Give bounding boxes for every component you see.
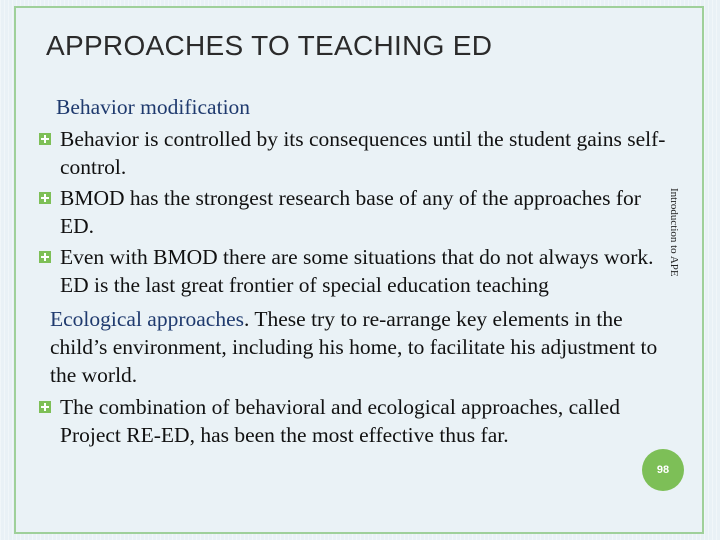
slide-content <box>36 93 676 452</box>
bullet-item <box>36 125 676 181</box>
bullet-text: Even with BMOD there are some situations that do not always work. ED is the last great frontier of special education teaching <box>60 245 654 297</box>
bullet-item <box>36 184 676 240</box>
section-heading-ecological <box>50 305 676 389</box>
square-bullet-icon <box>38 400 52 414</box>
bullet-item <box>36 393 676 449</box>
square-bullet-icon <box>38 250 52 264</box>
bullet-item <box>36 243 676 299</box>
slide-title: APPROACHES TO TEACHING ED <box>46 30 493 61</box>
section-heading-behavior-modification: Behavior modification <box>56 95 251 119</box>
ecological-description: . These try to re-arrange key elements in the child’s environment, including his home, to facilitate his adjustment to the world. <box>50 307 658 387</box>
square-bullet-icon <box>38 191 52 205</box>
bullet-text: BMOD has the strongest research base of any of the approaches for ED. <box>60 186 641 238</box>
ecological-highlight: Ecological approaches <box>50 307 245 331</box>
bullet-text: Behavior is controlled by its consequences until the student gains self-control. <box>60 127 666 179</box>
side-label: Introduction to APE <box>668 188 680 277</box>
page-number-badge: 98 <box>642 449 684 491</box>
square-bullet-icon <box>38 132 52 146</box>
bullet-text: The combination of behavioral and ecological approaches, called Project RE-ED, has been the most effective thus far. <box>60 395 620 447</box>
